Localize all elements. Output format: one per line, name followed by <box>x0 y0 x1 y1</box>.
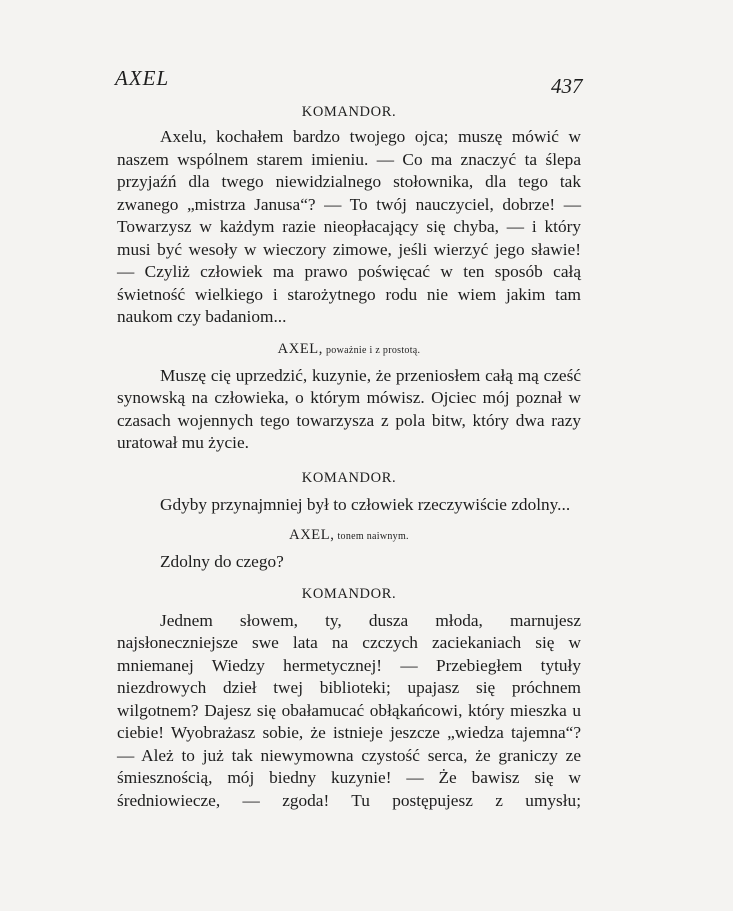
speaker-name <box>117 584 581 604</box>
speaker-name <box>117 102 581 122</box>
speaker-label: KOMANDOR. <box>301 585 397 602</box>
stage-direction: tonem naiwnym. <box>337 531 409 542</box>
dialogue-paragraph: Zdolny do czego? <box>160 552 284 571</box>
speaker-label: AXEL, <box>277 340 323 357</box>
speaker-label: AXEL, <box>289 527 335 543</box>
page-number: 437 <box>551 74 583 98</box>
dialogue-paragraph: Axelu, kochałem bardzo twojego ojca; muszę mówić w naszem wspólnem starem imieniu. — Co ma znaczyć ta ślepa przyjaźń dla twego niewidzialnego stołownika, dla tego tak zwanego „mistrza Janusa“? — To twój nauczyciel, dobrze! — Towarzysz w każdym razie nieopłacający się chyba, — i który musi być wesoły w wieczory zimowe, jeśli wierzyć jego sławie! — Czyliż człowiek ma prawo poświęcać w ten sposób całą świetność wielkiego i starożytnego rodu nie wiem jakim tam naukom czy badaniom... <box>117 127 581 326</box>
speaker-name <box>117 468 581 488</box>
speaker-name <box>117 339 581 359</box>
dialogue-paragraph: Gdyby przynajmniej był to człowiek rzeczywiście zdolny... <box>160 494 571 514</box>
dialogue-paragraph: Muszę cię uprzedzić, kuzynie, że przeniosłem całą mą cześć synowską na człowieka, o którym mówisz. Ojciec mój poznał w czasach wojennych tego towarzysza z pola bitw, który dwa razy uratował mu życie. <box>117 365 581 452</box>
speaker-label: KOMANDOR. <box>301 104 397 120</box>
dialogue-text <box>117 102 581 812</box>
stage-direction: poważnie i z prostotą. <box>325 344 421 356</box>
dialogue-paragraph: Jednem słowem, ty, dusza młoda, marnujesz najsłoneczniejsze swe lata na czczych zaciekaniach się w mniemanej Wiedzy hermetycznej! — Przebiegłem tytuły niezdrowych dzieł twej biblioteki; upajasz się próchnem wilgotnem? Dajesz się obałamucać obłąkańcowi, który mieszka u ciebie! Wyobrażasz sobie, że istnieje jeszcze „wiedza tajemna“? — Ależ to już tak niewymowna czystość serca, że graniczy ze śmiesznością, mój biedny kuzynie! — Że bawisz się w średniowiecze, — zgoda! Tu postępujesz z umysłu; <box>117 610 581 810</box>
running-head: AXEL <box>115 66 170 90</box>
speaker-label: KOMANDOR. <box>301 469 397 486</box>
speaker-name <box>117 525 581 545</box>
